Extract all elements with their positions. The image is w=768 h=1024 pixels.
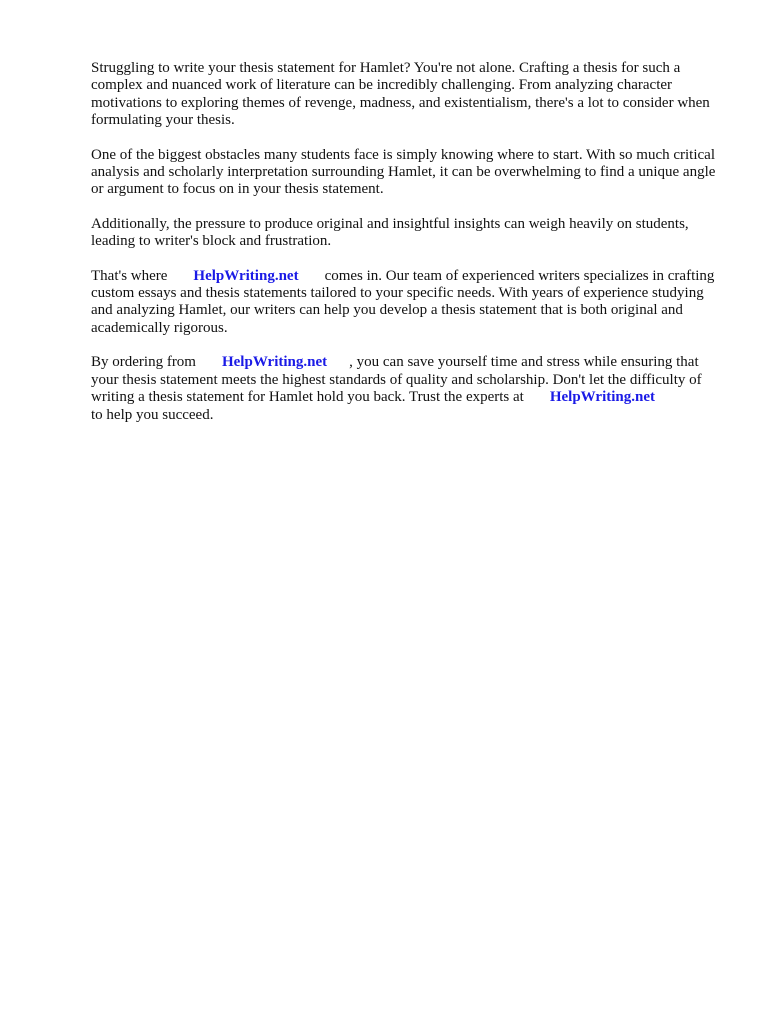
paragraph-cta-lead: By ordering from xyxy=(91,354,196,371)
paragraph-cta-body: , you can save yourself time and stress while ensuring that your thesis statement meets the highest standards of quality and scholarship. Don't let the difficulty of writing a thesis statement for Hamlet hold you back. Trust the experts at xyxy=(91,354,702,406)
paragraph-service xyxy=(91,268,721,338)
paragraph-cta-closing: to help you succeed. xyxy=(91,406,214,423)
paragraph-service-lead: That's where xyxy=(91,267,168,284)
paragraph-service-body: comes in. Our team of experienced writers specializes in crafting custom essays and thesis statements tailored to your specific needs. With years of experience studying and analyzing Hamlet, our writers can help you develop a thesis statement that is both original and academically rigorous. xyxy=(91,267,715,336)
helpwriting-link[interactable]: HelpWriting.net xyxy=(221,354,328,371)
document-body xyxy=(91,60,721,441)
paragraph-intro: Struggling to write your thesis statement for Hamlet? You're not alone. Crafting a thesis for such a complex and nuanced work of literature can be incredibly challenging. From analyzing character motivations to exploring themes of revenge, madness, and existentialism, there's a lot to consider when formulating your thesis. xyxy=(91,60,710,129)
helpwriting-link[interactable]: HelpWriting.net xyxy=(193,267,299,284)
paragraph-obstacles: One of the biggest obstacles many students face is simply knowing where to start. With so much critical analysis and scholarly interpretation surrounding Hamlet, it can be overwhelming to find a unique angle or argument to focus on in your thesis statement. xyxy=(91,146,716,198)
helpwriting-link[interactable]: HelpWriting.net xyxy=(549,389,655,406)
paragraph-cta xyxy=(91,354,721,424)
paragraph-pressure: Additionally, the pressure to produce original and insightful insights can weigh heavily on students, leading to writer's block and frustration. xyxy=(91,215,689,250)
